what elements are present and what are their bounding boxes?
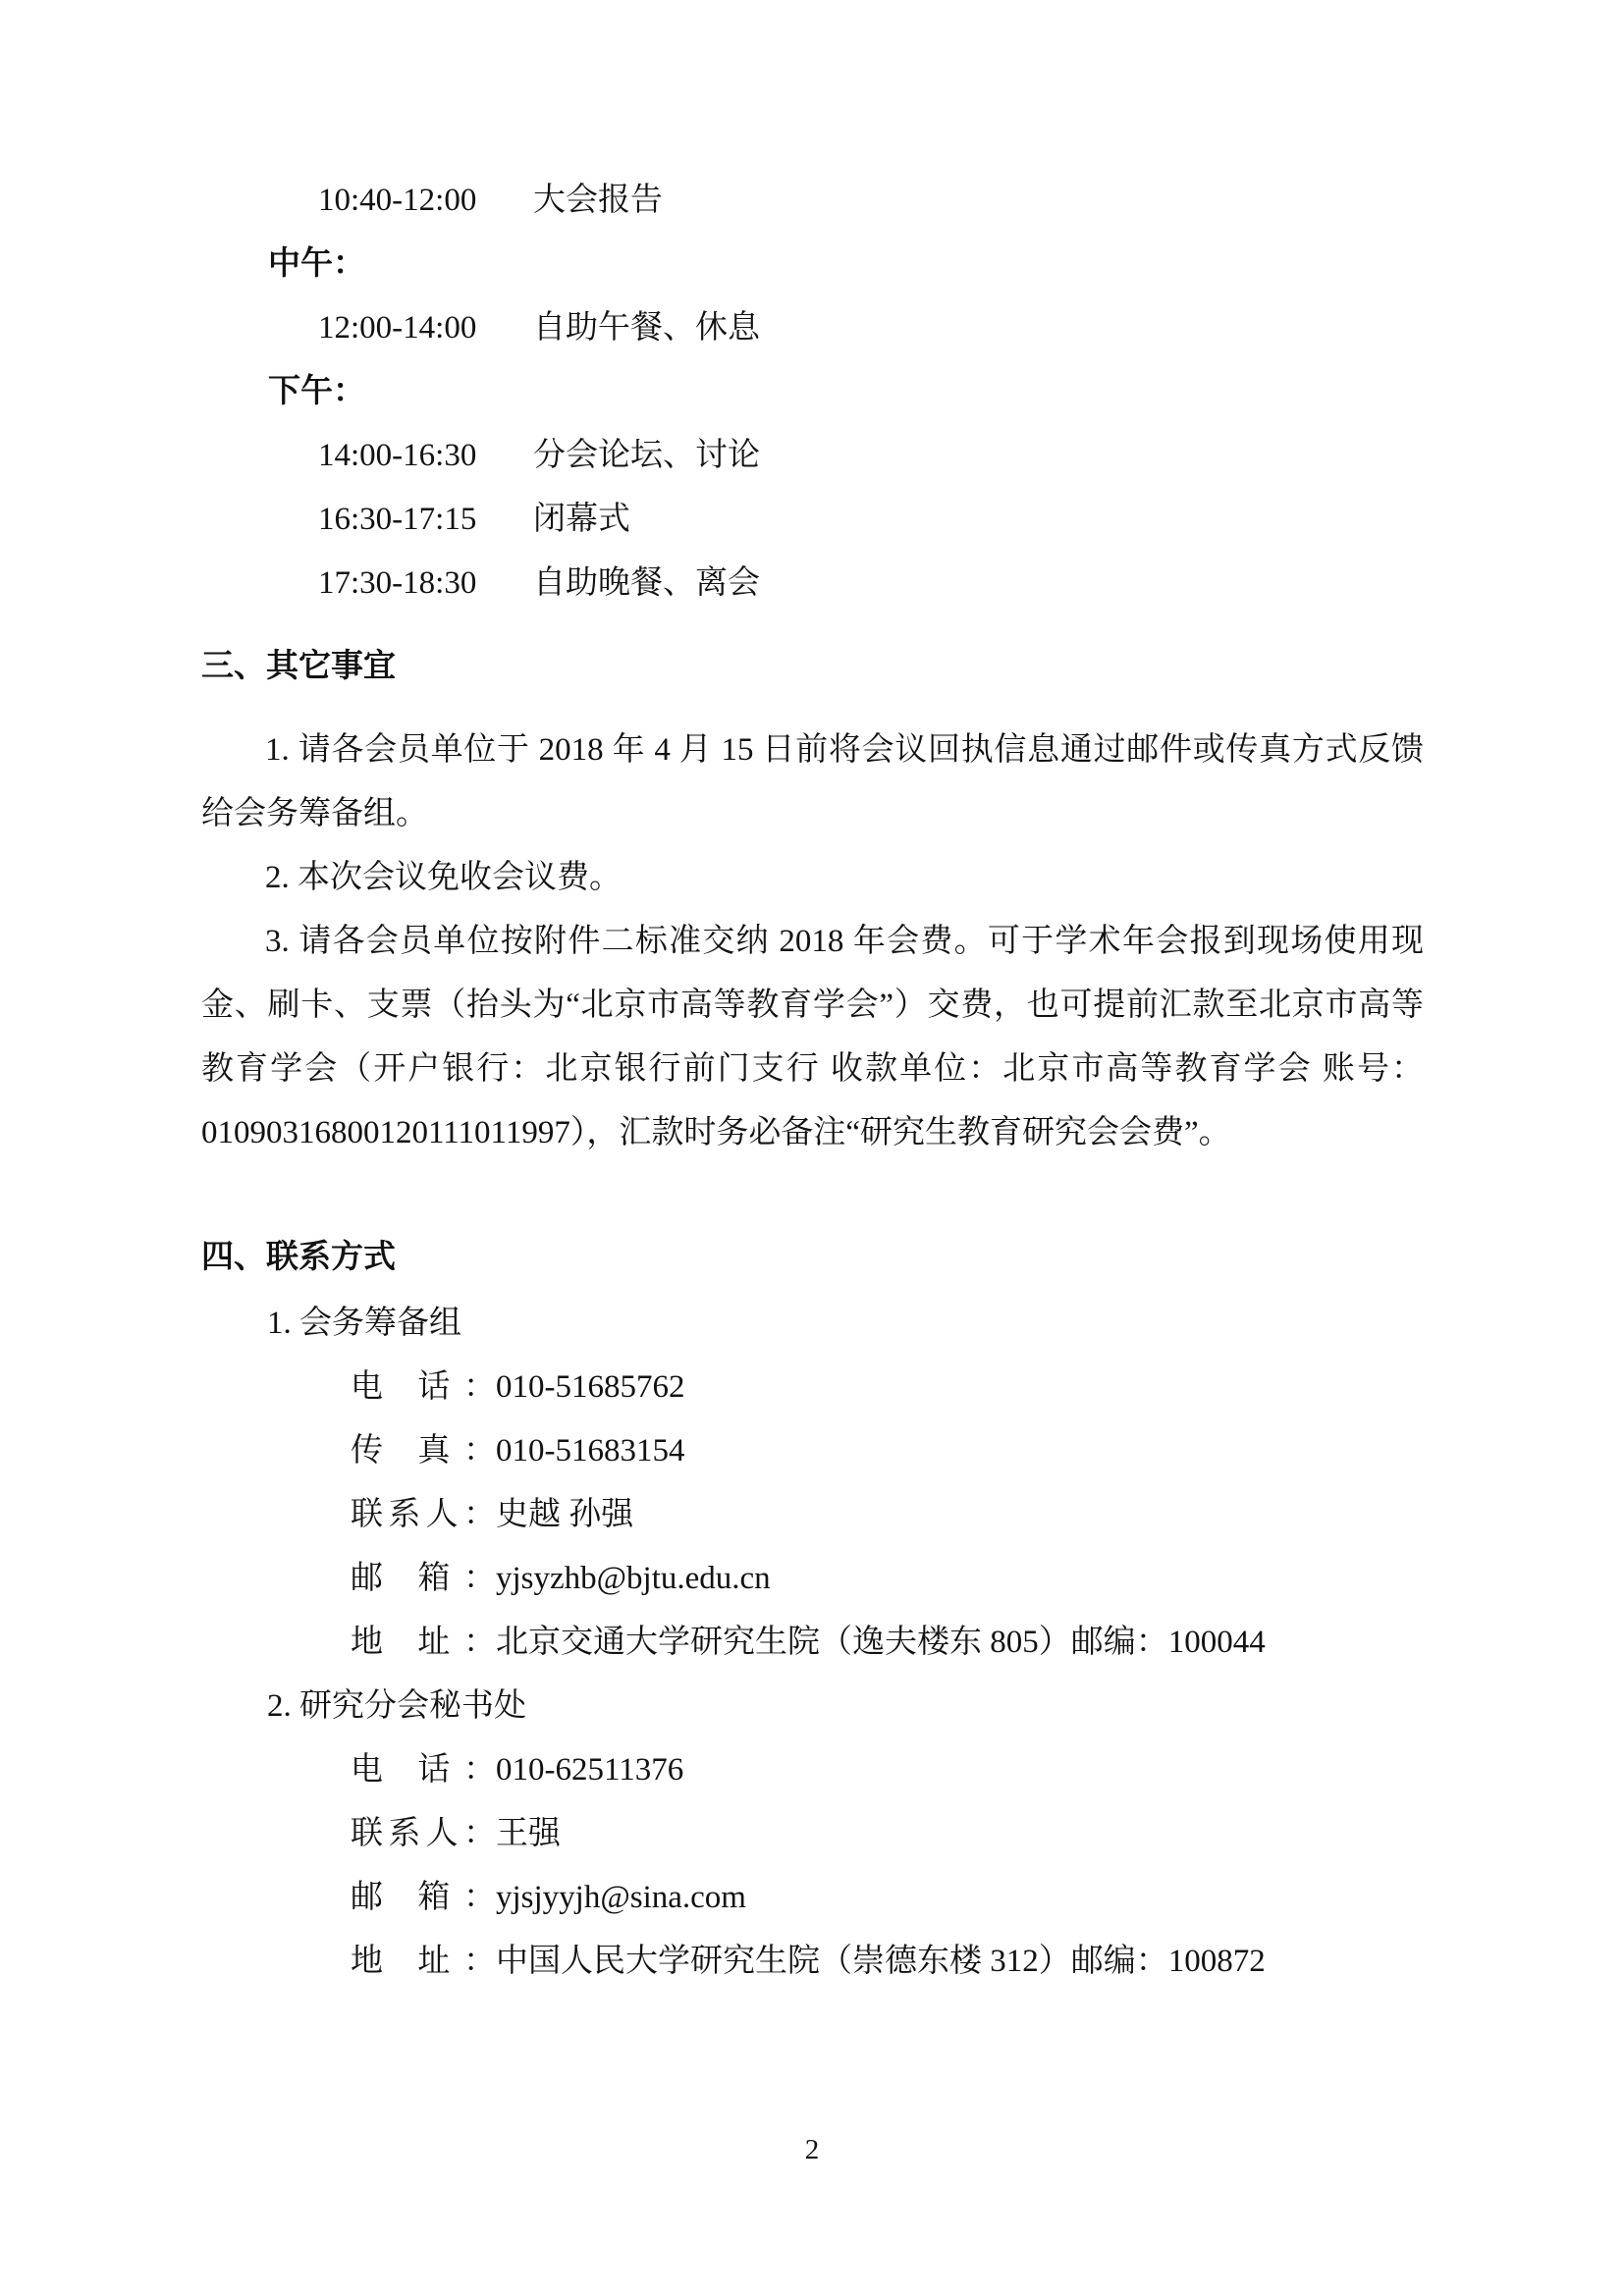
schedule-row [201, 296, 1424, 360]
schedule-event: 自助晚餐、离会 [533, 565, 760, 601]
contact-value: 010-51685762 [496, 1369, 685, 1405]
paragraph-line: 金、刷卡、支票（抬头为“北京市高等教育学会”）交费，也可提前汇款至北京市高等 [201, 988, 1424, 1023]
contact-value: 北京交通大学研究生院（逸夫楼东 805）邮编：100044 [496, 1625, 1266, 1660]
contact-value: 010-62511376 [496, 1752, 684, 1788]
contact-row-fax [201, 1419, 1424, 1483]
contact-value: yjsyzhb@bjtu.edu.cn [496, 1561, 771, 1596]
contact-value: 王强 [496, 1816, 561, 1851]
contact-row-address [201, 1611, 1424, 1675]
contact-label: 联系人： [351, 1816, 496, 1851]
contact-value: yjsjyyjh@sina.com [496, 1880, 746, 1915]
paragraph-line: 教育学会（开户银行：北京银行前门支行 收款单位：北京市高等教育学会 账号： [201, 1051, 1424, 1087]
section-heading-other-matters: 三、其它事宜 [201, 649, 396, 684]
section-heading-contact-info: 四、联系方式 [201, 1240, 396, 1275]
document-body [201, 169, 1424, 1994]
contact-label: 邮 箱： [351, 1880, 496, 1915]
schedule-event: 自助午餐、休息 [533, 310, 760, 346]
schedule-time: 12:00-14:00 [318, 310, 477, 346]
contact-label: 邮 箱： [351, 1561, 496, 1596]
contact-row-email [201, 1547, 1424, 1611]
schedule-afternoon-label: 下午： [268, 374, 365, 409]
schedule-time: 14:00-16:30 [318, 438, 477, 473]
contact-label: 电 话： [351, 1369, 496, 1405]
contact-value: 中国人民大学研究生院（崇德东楼 312）邮编：100872 [496, 1944, 1266, 1979]
contact-value: 010-51683154 [496, 1433, 685, 1468]
schedule-row [201, 488, 1424, 552]
contact-label: 传 真： [351, 1433, 496, 1468]
contact-row-address [201, 1930, 1424, 1994]
schedule-row [201, 424, 1424, 488]
contact-label: 联系人： [351, 1497, 496, 1532]
schedule-event: 分会论坛、讨论 [533, 438, 760, 473]
paragraph-line: 1. 请各会员单位于 2018 年 4 月 15 日前将会议回执信息通过邮件或传真方式反馈 [265, 732, 1424, 768]
paragraph-line: 给会务筹备组。 [201, 796, 428, 831]
contact-row-person [201, 1483, 1424, 1547]
paragraph-line: 2. 本次会议免收会议费。 [265, 860, 622, 895]
contact-group-title: 2. 研究分会秘书处 [267, 1688, 526, 1724]
paragraph-line: 01090316800120111011997），汇款时务必备注“研究生教育研究会会费”。 [201, 1115, 1231, 1150]
schedule-time: 16:30-17:15 [318, 502, 477, 537]
schedule-time: 17:30-18:30 [318, 565, 477, 601]
schedule-row [201, 552, 1424, 615]
contact-row-phone [201, 1738, 1424, 1802]
contact-row-person [201, 1802, 1424, 1866]
contact-label: 地 址： [351, 1625, 496, 1660]
contact-label: 电 话： [351, 1752, 496, 1788]
schedule-time: 10:40-12:00 [318, 183, 477, 218]
contact-row-phone [201, 1356, 1424, 1419]
contact-value: 史越 孙强 [496, 1497, 634, 1532]
schedule-event: 闭幕式 [533, 502, 630, 537]
contact-label: 地 址： [351, 1944, 496, 1979]
contact-row-email [201, 1866, 1424, 1930]
schedule-row [201, 169, 1424, 233]
page-number: 2 [804, 2134, 820, 2165]
schedule-event: 大会报告 [533, 183, 663, 218]
schedule-noon-label: 中午： [268, 246, 365, 282]
paragraph-line: 3. 请各会员单位按附件二标准交纳 2018 年会费。可于学术年会报到现场使用现 [265, 924, 1424, 959]
contact-group-title: 1. 会务筹备组 [267, 1306, 461, 1341]
